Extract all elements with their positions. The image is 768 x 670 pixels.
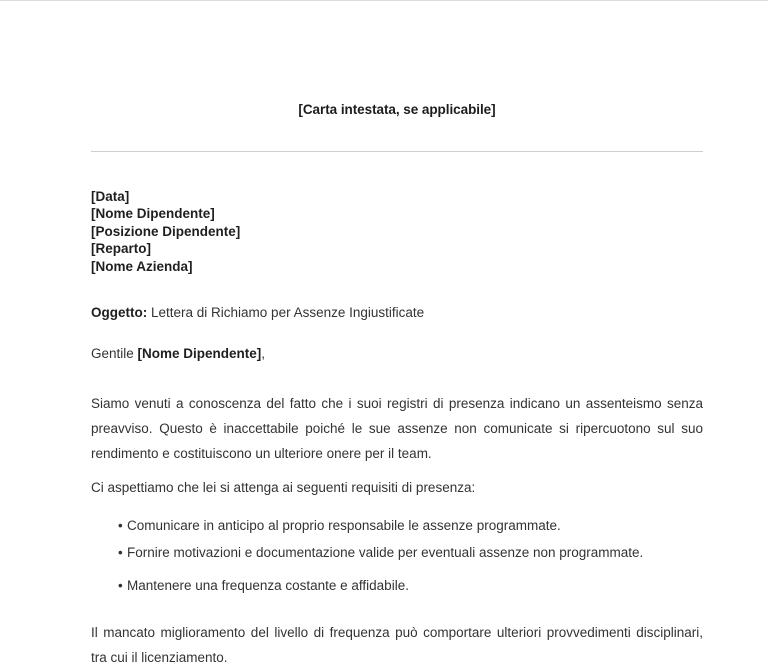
bullet-icon: • — [118, 518, 123, 534]
paragraph-lead-in: Ci aspettiamo che lei si attenga ai seguenti requisiti di presenza: — [91, 480, 476, 496]
list-item-text: Mantenere una frequenza costante e affidabile. — [127, 578, 409, 594]
subject-text: Lettera di Richiamo per Assenze Ingiustificate — [147, 304, 425, 320]
address-line-company: [Nome Azienda] — [91, 258, 193, 274]
bullet-icon: • — [118, 578, 123, 594]
subject-line — [91, 303, 703, 323]
address-line-department: [Reparto] — [91, 241, 151, 257]
bullet-icon: • — [118, 545, 123, 561]
list-item — [91, 541, 703, 565]
address-line-date: [Data] — [91, 188, 130, 204]
list-item — [91, 574, 703, 598]
salutation-punctuation: , — [261, 345, 266, 361]
paragraph-closing: Il mancato miglioramento del livello di frequenza può comportare ulteriori provvedimenti disciplinari, tra cui il licenziamento. — [91, 625, 703, 666]
salutation-recipient: [Nome Dipendente] — [137, 345, 262, 361]
requirements-list — [91, 514, 703, 598]
address-block — [91, 188, 703, 276]
letterhead-title: [Carta intestata, se applicabile] — [298, 102, 496, 117]
salutation-line — [91, 344, 703, 364]
list-item-text: Comunicare in anticipo al proprio responsabile le assenze programmate. — [127, 518, 561, 534]
subject-label: Oggetto: — [91, 304, 148, 320]
address-line-name: [Nome Dipendente] — [91, 206, 215, 222]
list-item — [91, 514, 703, 538]
document-content — [91, 1, 703, 670]
address-line-position: [Posizione Dipendente] — [91, 223, 241, 239]
salutation-greeting: Gentile — [91, 345, 138, 361]
header-divider — [91, 151, 703, 152]
paragraph-intro: Siamo venuti a conoscenza del fatto che i suoi registri di presenza indicano un assenteismo senza preavviso. Questo è inaccettabile poiché le sue assenze non comunicate si ripercuotono sul suo rendimento e costituiscono un ulteriore onere per il team. — [91, 396, 703, 462]
list-item-text: Fornire motivazioni e documentazione valide per eventuali assenze non programmate. — [127, 545, 644, 561]
